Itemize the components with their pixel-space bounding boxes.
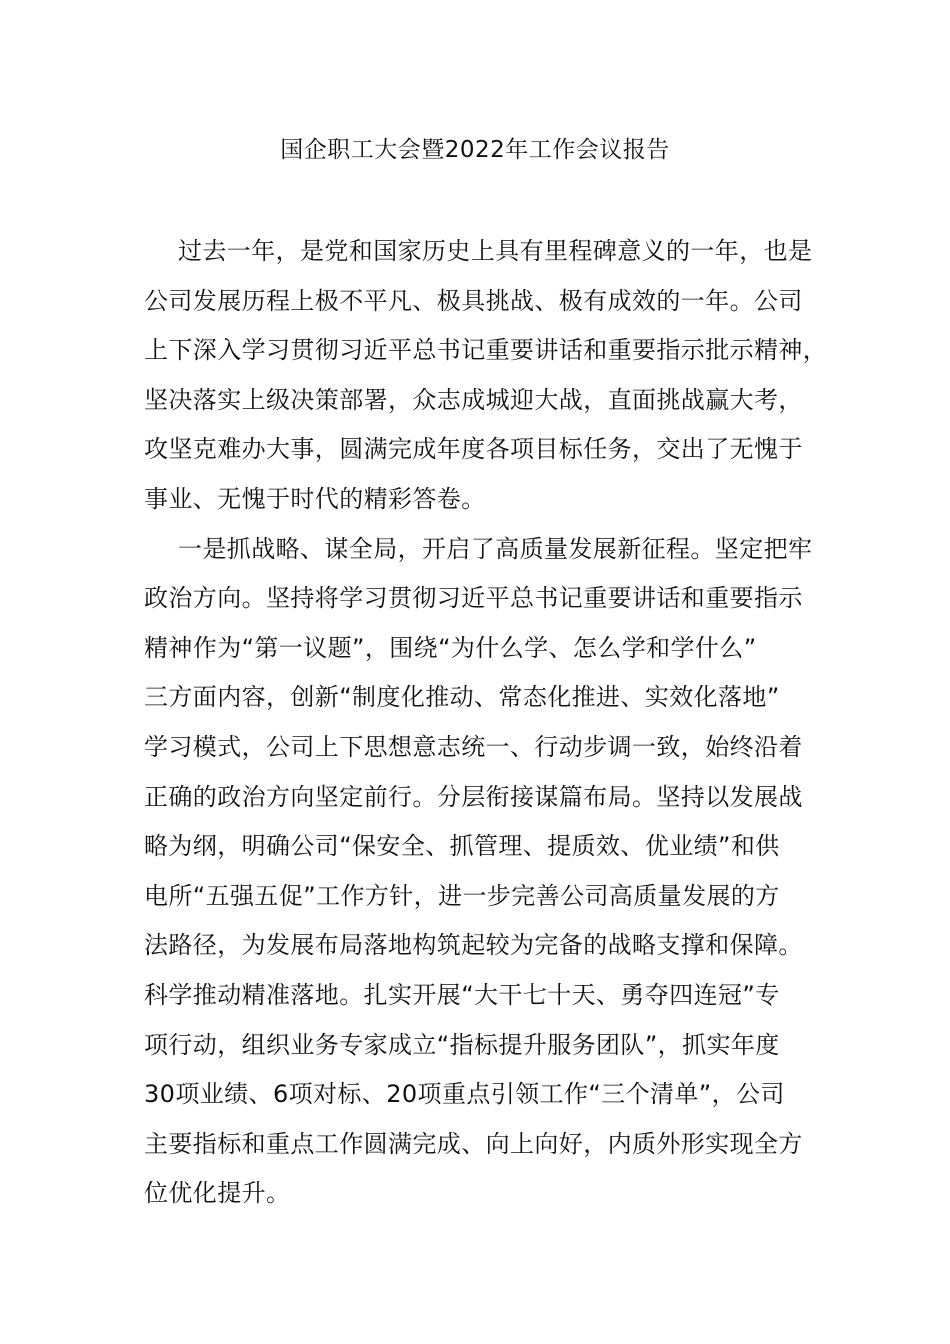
- paragraph-line: 政治方向。坚持将学习贯彻习近平总书记重要讲话和重要指示: [144, 584, 803, 613]
- paragraph-line: 上下深入学习贯彻习近平总书记重要讲话和重要指示批示精神，: [144, 336, 828, 365]
- paragraph-line: 三方面内容，创新“制度化推动、常态化推进、实效化落地”: [144, 683, 780, 712]
- paragraph-line: 过去一年，是党和国家历史上具有里程碑意义的一年，也是: [178, 237, 813, 265]
- paragraph-line: 正确的政治方向坚定前行。分层衔接谋篇布局。坚持以发展战: [144, 782, 803, 811]
- paragraph-line: 法路径，为发展布局落地构筑起较为完备的战略支撑和保障。: [144, 931, 803, 960]
- paragraph-line: 攻坚克难办大事，圆满完成年度各项目标任务，交出了无愧于: [144, 435, 803, 464]
- document-body: [144, 233, 828, 1225]
- paragraph-line: 一是抓战略、谋全局，开启了高质量发展新征程。坚定把牢: [178, 534, 813, 563]
- paragraph-1: [144, 233, 828, 531]
- paragraph-line: 电所“五强五促”工作方针，进一步完善公司高质量发展的方: [144, 881, 780, 910]
- paragraph-line: 精神作为“第一议题”，围绕“为什么学、怎么学和学什么”: [144, 633, 757, 662]
- paragraph-2: [144, 531, 824, 1225]
- paragraph-line: 事业、无愧于时代的精彩答卷。: [144, 484, 486, 513]
- paragraph-line: 30项业绩、6项对标、20项重点引领工作“三个清单”，公司: [144, 1080, 785, 1109]
- paragraph-line: 位优化提升。: [144, 1179, 291, 1208]
- paragraph-line: 坚决落实上级决策部署，众志成城迎大战，直面挑战赢大考，: [144, 385, 803, 414]
- paragraph-line: 略为纲，明确公司“保安全、抓管理、提质效、优业绩”和供: [144, 832, 780, 861]
- paragraph-line: 主要指标和重点工作圆满完成、向上向好，内质外形实现全方: [144, 1129, 803, 1158]
- paragraph-line: 科学推动精准落地。扎实开展“大干七十天、勇夺四连冠”专: [144, 980, 780, 1009]
- paragraph-line: 公司发展历程上极不平凡、极具挑战、极有成效的一年。公司: [144, 286, 803, 315]
- paragraph-line: 学习模式，公司上下思想意志统一、行动步调一致，始终沿着: [144, 732, 803, 761]
- paragraph-line: 项行动，组织业务专家成立“指标提升服务团队”，抓实年度: [144, 1030, 780, 1059]
- document-title: 国企职工大会暨2022年工作会议报告: [280, 137, 670, 163]
